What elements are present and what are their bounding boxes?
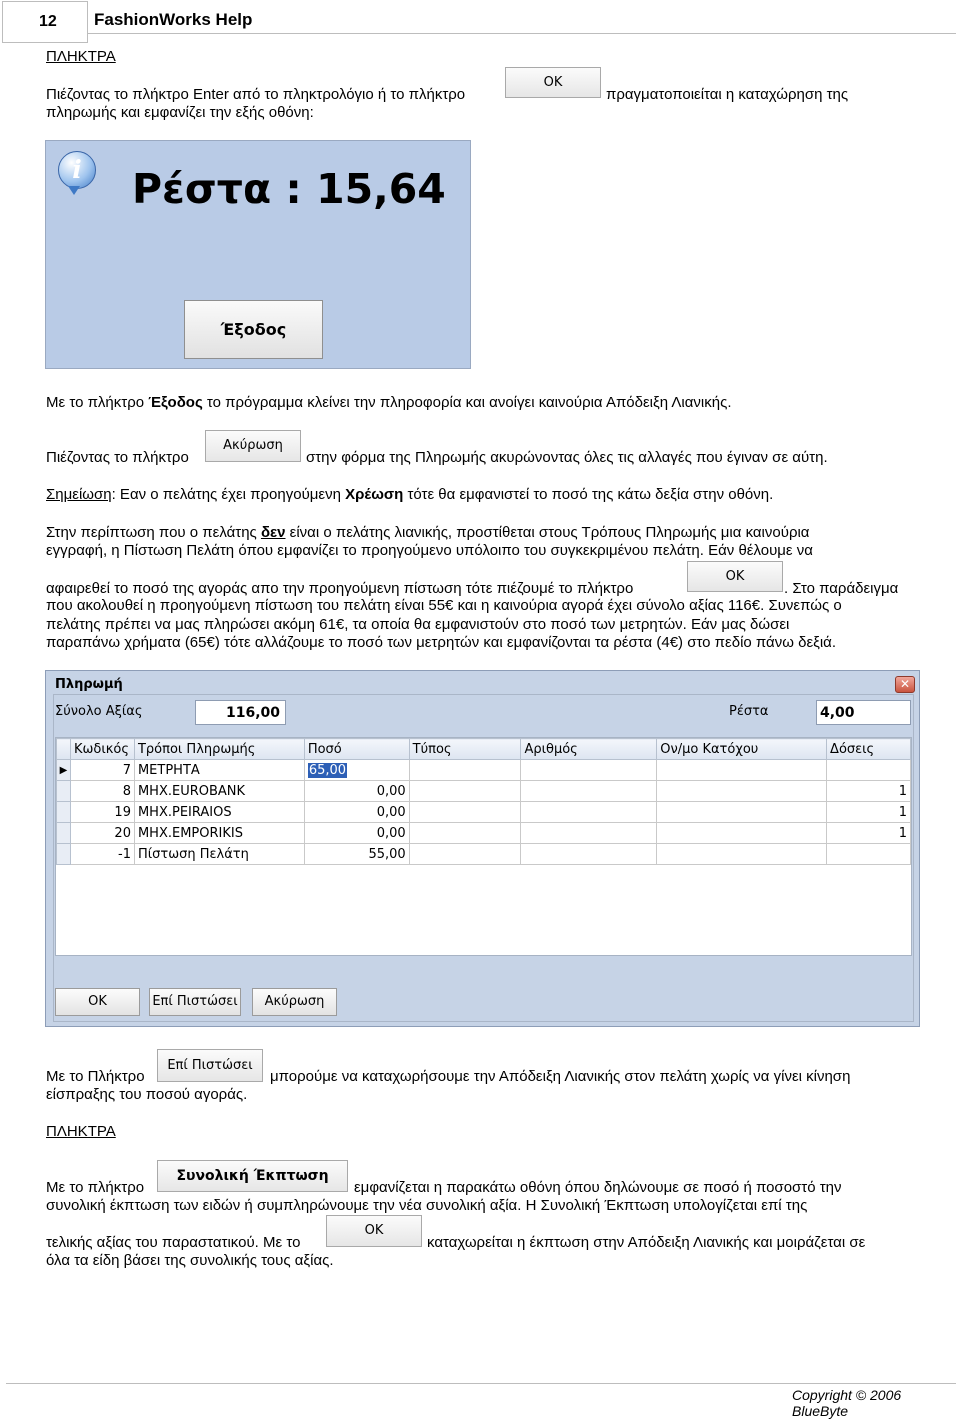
cell-code[interactable]: 19 (70, 802, 134, 823)
column-header-type[interactable]: Τύπος (409, 739, 521, 760)
change-amount-text: Ρέστα : 15,64 (132, 165, 446, 213)
exit-paragraph: Με το πλήκτρο Έξοδος το πρόγραμμα κλείνει την πληροφορία και ανοίγει καινούρια Απόδειξη Λιανικής. (46, 394, 732, 411)
cell-method[interactable]: MHX.EMPORIKIS (134, 823, 304, 844)
cell-method[interactable]: Πίστωση Πελάτη (134, 844, 304, 865)
discount-paragraph-line3-pre: τελικής αξίας του παραστατικού. Με το (46, 1234, 301, 1251)
credit-paragraph-pre: Με το Πλήκτρο (46, 1068, 145, 1085)
cell-holder[interactable] (657, 823, 827, 844)
table-row[interactable] (57, 760, 911, 781)
cell-amount[interactable]: 0,00 (304, 802, 409, 823)
cell-amount[interactable]: 0,00 (304, 823, 409, 844)
amount-selection[interactable]: 65,00 (308, 762, 347, 778)
cell-installments[interactable]: 1 (827, 823, 911, 844)
payment-panel (53, 694, 914, 1022)
change-dialog (45, 140, 471, 369)
cell-holder[interactable] (657, 844, 827, 865)
column-header-installments[interactable]: Δόσεις (827, 739, 911, 760)
case-ok-button-image: OK (687, 561, 783, 592)
keys-heading-2: ΠΛΗΚΤΡΑ (46, 1123, 116, 1140)
note-label: Σημείωση (46, 486, 112, 503)
cell-type[interactable] (409, 781, 521, 802)
case-line3-post: . Στο παράδειγμα (784, 580, 899, 597)
close-icon[interactable]: ✕ (895, 676, 915, 693)
cell-holder[interactable] (657, 802, 827, 823)
cell-number[interactable] (521, 760, 657, 781)
discount-ok-button-image: OK (326, 1215, 422, 1247)
cell-number[interactable] (521, 781, 657, 802)
total-discount-button-image: Συνολική Έκπτωση (157, 1160, 348, 1192)
cell-installments[interactable] (827, 844, 911, 865)
column-header-holder[interactable]: Ον/μο Κατόχου (657, 739, 827, 760)
column-header-number[interactable]: Αριθμός (521, 739, 657, 760)
table-row[interactable] (57, 844, 911, 865)
current-row-indicator-icon: ▶ (57, 760, 71, 781)
enter-paragraph-text-b: πραγματοποιείται η καταχώρηση της (606, 86, 849, 103)
column-header-method[interactable]: Τρόποι Πληρωμής (134, 739, 304, 760)
case-line1: Στην περίπτωση που ο πελάτης δεν είναι ο πελάτης λιανικής, προστίθεται στους Τρόπους Πληρωμής μια καινούρια (46, 524, 810, 541)
ok-button-image: OK (505, 67, 601, 98)
charge-bold-term: Χρέωση (345, 486, 404, 503)
cancel-button[interactable]: Ακύρωση (252, 988, 337, 1016)
info-icon-tail (68, 186, 80, 195)
case-line4: που ακολουθεί η προηγούμενη πίστωση του πελάτη είναι 55€ και η καινούρια αγορά έχει σύνολο αξίας 116€. Συνεπώς ο (46, 597, 842, 614)
case-line6: παραπάνω χρήματα (65€) τότε αλλάζουμε το ποσό των μετρητών και εμφανίζονται τα ρέστα (4€) στο πεδίο πάνω δεξιά. (46, 634, 837, 651)
cell-code[interactable]: 20 (70, 823, 134, 844)
cell-amount[interactable] (304, 760, 409, 781)
case-line5: πελάτης πρέπει να μας πληρώσει ακόμη 61€, τα οποία θα εμφανιστούν στο ποσό των μετρητών. Εάν μας δώσει (46, 616, 790, 633)
discount-paragraph-post: εμφανίζεται η παρακάτω οθόνη όπου δηλώνουμε σε ποσό ή ποσοστό την (354, 1179, 842, 1196)
row-selector[interactable] (57, 823, 71, 844)
on-credit-button-image: Επί Πιστώσει (157, 1049, 263, 1082)
document-title: FashionWorks Help (94, 10, 253, 29)
cell-number[interactable] (521, 844, 657, 865)
discount-paragraph-line4: όλα τα είδη βάσει της συνολικής τους αξίας. (46, 1252, 334, 1269)
case-line2: εγγραφή, η Πίστωση Πελάτη όπου εμφανίζει το προηγούμενο υπόλοιπο του συγκεκριμένου πελάτη. Εάν θέλουμε να (46, 542, 813, 559)
cell-holder[interactable] (657, 760, 827, 781)
discount-paragraph-line2: συνολική έκπτωση των ειδών ή συμπληρώνουμε την νέα συνολική αξία. Η Συνολική Έκπτωση υπολογίζεται επί της (46, 1197, 808, 1214)
total-value-field[interactable]: 116,00 (195, 700, 286, 725)
payment-methods-grid (55, 737, 912, 956)
cell-type[interactable] (409, 802, 521, 823)
row-selector[interactable] (57, 802, 71, 823)
cancel-paragraph-pre: Πιέζοντας το πλήκτρο (46, 449, 189, 466)
enter-paragraph-text-a: Πιέζοντας το πλήκτρο Enter από το πληκτρολόγιο ή το πλήκτρο (46, 86, 466, 103)
cell-type[interactable] (409, 823, 521, 844)
cell-holder[interactable] (657, 781, 827, 802)
copyright-text: Copyright © 2006 BlueByte (792, 1387, 902, 1419)
cell-number[interactable] (521, 823, 657, 844)
payment-window (45, 670, 920, 1027)
column-header-code[interactable]: Κωδικός (70, 739, 134, 760)
discount-paragraph-line3-post: καταχωρείται η έκπτωση στην Απόδειξη Λιανικής και μοιράζεται σε (427, 1234, 866, 1251)
change-value-field[interactable]: 4,00 (816, 700, 911, 725)
cancel-paragraph-post: στην φόρμα της Πληρωμής ακυρώνοντας όλες τις αλλαγές που έγιναν σε αύτη. (306, 449, 828, 466)
cell-amount[interactable]: 55,00 (304, 844, 409, 865)
payment-window-title: Πληρωμή (55, 677, 123, 692)
cell-method[interactable]: ΜΕΤΡΗΤΑ (134, 760, 304, 781)
credit-paragraph-post: μπορούμε να καταχωρήσουμε την Απόδειξη Λιανικής στον πελάτη χωρίς να γίνει κίνηση (270, 1068, 851, 1085)
enter-paragraph-line2: πληρωμής και εμφανίζει την εξής οθόνη: (46, 104, 314, 121)
discount-paragraph-pre: Με το πλήκτρο (46, 1179, 145, 1196)
total-value-label: Σύνολο Αξίας (55, 704, 143, 719)
cell-installments[interactable]: 1 (827, 802, 911, 823)
row-selector[interactable] (57, 781, 71, 802)
cell-code[interactable]: -1 (70, 844, 134, 865)
cell-type[interactable] (409, 844, 521, 865)
column-header-amount[interactable]: Ποσό (304, 739, 409, 760)
credit-paragraph-line2: είσπραξης του ποσού αγοράς. (46, 1086, 248, 1103)
on-credit-button[interactable]: Επί Πιστώσει (149, 988, 241, 1016)
table-row[interactable] (57, 823, 911, 844)
exit-bold-term: Έξοδος (148, 394, 203, 411)
note-paragraph: Σημείωση: Εαν ο πελάτης έχει προηγούμενη Χρέωση τότε θα εμφανιστεί το ποσό της κάτω δεξία στην οθόνη. (46, 486, 774, 503)
cell-installments[interactable]: 1 (827, 781, 911, 802)
cell-code[interactable]: 8 (70, 781, 134, 802)
cancel-button-image: Ακύρωση (205, 430, 301, 462)
page-number: 12 (2, 1, 88, 43)
not-bold-term: δεν (260, 524, 286, 541)
cell-method[interactable]: MHX.PEIRAIOS (134, 802, 304, 823)
table-row[interactable] (57, 802, 911, 823)
info-icon: i (58, 151, 96, 189)
cell-installments[interactable] (827, 760, 911, 781)
cell-type[interactable] (409, 760, 521, 781)
cell-method[interactable]: MHX.EUROBANK (134, 781, 304, 802)
table-row[interactable] (57, 781, 911, 802)
cell-amount[interactable]: 0,00 (304, 781, 409, 802)
exit-button[interactable]: Έξοδος (184, 300, 323, 359)
header-divider (88, 33, 956, 34)
change-label: Ρέστα (729, 704, 769, 719)
cell-code[interactable]: 7 (70, 760, 134, 781)
case-line3-pre: αφαιρεθεί το ποσό της αγοράς απο την προηγούμενη πίστωση τότε πιέζουμέ το πλήκτρο (46, 580, 634, 597)
ok-button[interactable]: OK (55, 988, 140, 1016)
cell-number[interactable] (521, 802, 657, 823)
row-selector[interactable] (57, 844, 71, 865)
grid-corner (57, 739, 71, 760)
footer-divider (6, 1383, 956, 1384)
grid-header-row (57, 739, 911, 760)
keys-heading: ΠΛΗΚΤΡΑ (46, 48, 116, 65)
